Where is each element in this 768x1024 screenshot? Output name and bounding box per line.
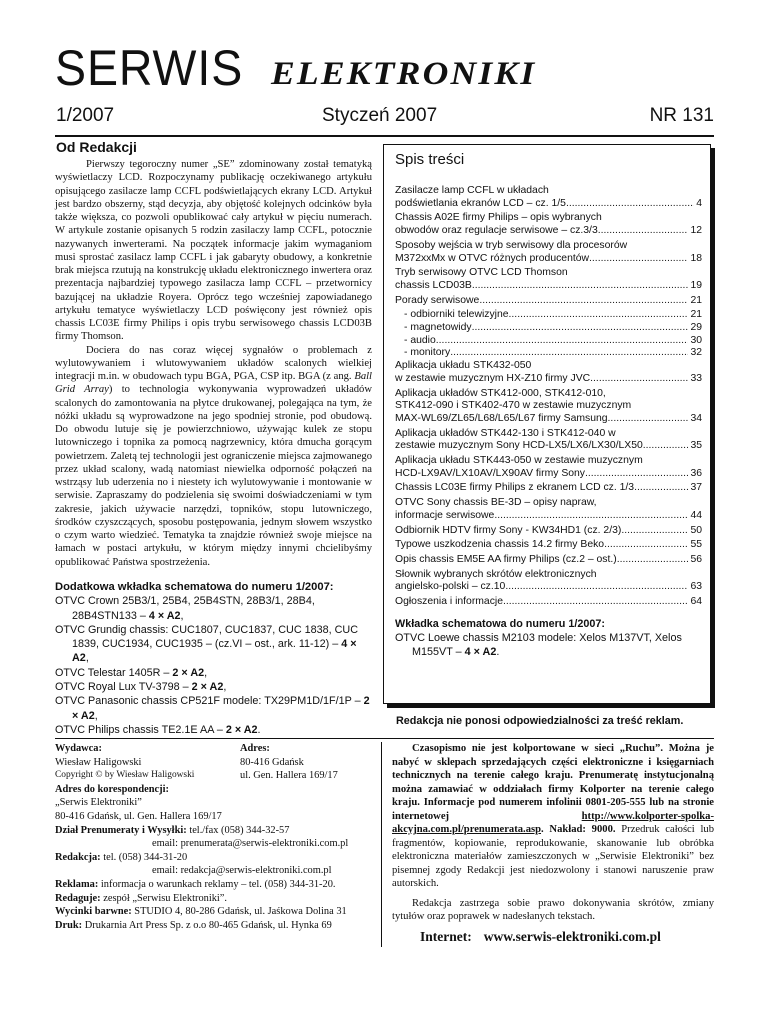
- column-divider: [381, 742, 382, 947]
- toc-title: Spis treści: [395, 151, 465, 168]
- insert-item: OTVC Grundig chassis: CUC1807, CUC1837, CUC 1838, CUC 1839, CUC1934, CUC1935 – (cz.VI – ost., ark. 11-12) – 4 × A2,: [55, 623, 359, 665]
- toc-page-number: 37: [690, 482, 702, 494]
- issue-nr: NR 131: [649, 105, 714, 126]
- masthead-title-elektroniki: ELEKTRONIKI: [271, 56, 537, 92]
- issue-number: 1/2007: [56, 105, 115, 126]
- toc-page-number: 64: [690, 596, 702, 608]
- toc-entry[interactable]: Sposoby wejścia w tryb serwisowy dla procesorów M372xxMx w OTVC różnych producentów ..... 18: [395, 240, 702, 265]
- toc-leader-dots: [643, 440, 689, 453]
- insert-items: [55, 594, 375, 737]
- toc-leader-dots: [494, 510, 688, 523]
- website-link[interactable]: www.serwis-elektroniki.com.pl: [483, 929, 661, 944]
- masthead-info-row: [56, 105, 714, 133]
- insert-title: Dodatkowa wkładka schematowa do numeru 1/2007:: [55, 581, 334, 593]
- toc-leader-dots: [505, 581, 688, 594]
- toc-leader-dots: [472, 280, 689, 293]
- toc-page-number: 56: [690, 553, 702, 565]
- toc-entry[interactable]: - audio ..... 30: [395, 335, 702, 348]
- ads-disclaimer: Redakcja nie ponosi odpowiedzialności za treść reklam.: [396, 715, 684, 727]
- toc-page-number: 29: [690, 322, 702, 334]
- toc-leader-dots: [621, 525, 688, 538]
- toc-page-number: 33: [690, 372, 702, 384]
- toc-entry[interactable]: OTVC Sony chassis BE-3D – opisy napraw, informacje serwisowe ..... 44: [395, 497, 702, 522]
- toc-page-number: 44: [690, 509, 702, 521]
- toc-entry[interactable]: Chassis LC03E firmy Philips z ekranem LCD cz. 1/3 ..... 37: [395, 482, 702, 495]
- insert-item: OTVC Panasonic chassis CP521F modele: TX29PM1D/1F/1P – 2 × A2,: [55, 695, 370, 722]
- toc-leader-dots: [479, 295, 688, 308]
- toc-leader-dots: [589, 253, 688, 266]
- toc-entry[interactable]: Słownik wybranych skrótów elektronicznych angielsko-polski – cz.10 ..... 63: [395, 569, 702, 594]
- toc-page-number: 63: [690, 581, 702, 593]
- toc-page-number: 34: [690, 412, 702, 424]
- toc-page-number: 35: [690, 440, 702, 452]
- toc-entry[interactable]: Aplikacja układów STK412-000, STK412-010, STK412-090 i STK402-470 w zestawie muzycznym MAX-WL69/ZL65/L68/L65/L67 firmy Samsung ..... 34: [395, 388, 702, 426]
- imprint: Wydawca: Adres: Wiesław Haligowski 80-416 Gdańsk Copyright © by Wiesław Haligowski ul. Gen. Hallera 169/17 Adres do korespondencji: „Serwis Elektroniki” 80-416 Gdańsk, ul. Gen. Hallera 169/17 Dział Prenumeraty i Wysyłki: tel./fax (058) 344-32-57 email: prenumerata@serwis-elektroniki.com.pl Redakcja: tel. (058) 344-31-20 email: redakcja@serwis-elektroniki.com.pl Reklama: informacja o warunkach reklamy – tel. (058) 344-31-20. Redaguje: zespół „Serwisu Elektroniki”. Wycinki barwne: STUDIO 4, 80-286 Gdańsk, ul. Jaśkowa Dolina 31 Druk: Drukarnia Art Press Sp. z o.o 80-465 Gdańsk, ul. Hynka 69: [55, 742, 380, 932]
- editorial-paragraph: Pierwszy tegoroczny numer „SE” zdominowany został tematyką wyświetlaczy LCD. Rozpoczynamy publikację oczekiwanego artykułu opisującego zasilacze lamp CCFL podświetlających ekrany LCD. Artykuł jest bardzo obszerny, stąd decyzja, aby objętość kolejnych odcinków była także większa, co pozwoli opublikować cały artykuł w pięciu numerach. W artykule zostanie opisanych 5 rodzin zasilaczy lamp CCFL, potocznie nazywanych inwerterami. Na początek informacje jakim wymaganiom musi sprostać zasilacz lamp CCFL i jak gabaryty obudowy, a konkretnie brak miejsca rzutują na konstrukcję układu elektronicznego inwertera oraz prezentacja najbardziej typowego zasilacza lamp CCFL – przetwornicy bazującej na układzie Royera. Oprócz tego wcześniej zapowiadanego artykułu tematyce wyświetlaczy LCD poświęcony jest również opis chassis LC03E firmy Philips i opis trybu serwisowego chassis LCD03B firmy Thomson.: [55, 159, 372, 343]
- bottom-rule: [55, 738, 714, 739]
- toc-insert-title: Wkładka schematowa do numeru 1/2007:: [395, 617, 606, 630]
- toc-entry[interactable]: Aplikacja układu STK432-050 w zestawie muzycznym HX-Z10 firmy JVC ..... 33: [395, 360, 702, 385]
- toc-entry[interactable]: - magnetowidy ..... 29: [395, 322, 702, 335]
- editorial-paragraph: Dociera do nas coraz więcej sygnałów o problemach z wylutowywaniem i wlutowywaniem układów scalonych wielkiej integracji m.in. w obudowach typu BGA, PGA, CSP itp. BGA (z ang. Ball Grid Array) to technologia wykonywania wyprowadzeń układów scalonych do zamontowania na płytce drukowanej, polegająca na tym, że nóżki układu są wyprowadzone na jego spodniej stronie, pod obudową. Do obwodu lutuje się je powierzchniowo, używając kulek ze stopu lutowniczego i topnika za pomocą nagrzewnicy, która dmucha gorącym powietrzem. Zaletą tej technologii jest ograniczenie miejsca zajmowanego przez układ scalony, wadą natomiast niewielka odporność połączeń na wstrząsy lub uderzenia no i niestety ich wylutowywanie i montowanie w serwisie. Zapraszamy do podzielenia się swoimi doświadczeniami w tym zakresie, jakich używacie narzędzi, topników, stopu lutowniczego, środków czyszczących, sposobu postępowania, jednym słowem wszystko o czym warto wiedzieć. Tematyka ta znajdzie również swoje miejsce na łamach w postaci artykułu, w którym między innymi chcielibyśmy opublikować Państwa spostrzeżenia.: [55, 344, 373, 568]
- toc-entry[interactable]: Aplikacja układów STK442-130 i STK412-040 w zestawie muzycznym Sony HCD-LX5/LX6/LX30/LX50 ..... 35: [395, 428, 702, 453]
- insert-item: OTVC Royal Lux TV-3798 – 2 × A2,: [55, 681, 227, 694]
- toc-entry[interactable]: Odbiornik HDTV firmy Sony - KW34HD1 (cz. 2/3) ..... 50: [395, 525, 702, 538]
- toc-leader-dots: [617, 554, 689, 567]
- toc-entry[interactable]: Aplikacja układu STK443-050 w zestawie muzycznym HCD-LX9AV/LX10AV/LX90AV firmy Sony ..... 36: [395, 455, 702, 480]
- internet-line: Internet: www.serwis-elektroniki.com.pl: [420, 929, 661, 944]
- toc-insert-item: OTVC Loewe chassis M2103 modele: Xelos M137VT, Xelos M155VT – 4 × A2.: [395, 631, 682, 658]
- toc-page-number: 21: [690, 309, 702, 321]
- insert-item: OTVC Philips chassis TE2.1E AA – 2 × A2.: [55, 723, 261, 736]
- email-prenumerata[interactable]: email: prenumerata@serwis-elektroniki.com.pl: [152, 838, 349, 850]
- table-of-contents: [383, 144, 711, 704]
- toc-leader-dots: [585, 468, 688, 481]
- toc-page-number: 32: [690, 347, 702, 359]
- issue-date: Styczeń 2007: [322, 105, 438, 126]
- toc-leader-dots: [450, 347, 688, 360]
- toc-entry[interactable]: - odbiorniki telewizyjne ..... 21: [395, 309, 702, 322]
- toc-insert: [395, 617, 702, 659]
- editorial-heading: Od Redakcji: [56, 139, 137, 155]
- toc-page-number: 36: [690, 467, 702, 479]
- toc-leader-dots: [590, 373, 688, 386]
- masthead-rule: [55, 135, 714, 137]
- toc-leader-dots: [436, 335, 689, 348]
- editorial-body: [55, 158, 372, 569]
- toc-page-number: 55: [690, 539, 702, 551]
- toc-entry[interactable]: Tryb serwisowy OTVC LCD Thomson chassis LCD03B ..... 19: [395, 267, 702, 292]
- insert-list-left: [55, 580, 375, 737]
- toc-entries: [395, 185, 702, 609]
- toc-page-number: 50: [690, 524, 702, 536]
- masthead-title-serwis: SERWIS: [55, 40, 244, 96]
- toc-page-number: 18: [690, 252, 702, 264]
- toc-page-number: 12: [690, 225, 702, 237]
- toc-leader-dots: [634, 482, 688, 495]
- kolporter-link[interactable]: http://www.kolporter-spolka-akcyjna.com.pl/prenumerata.asp: [392, 810, 714, 835]
- toc-entry[interactable]: Chassis A02E firmy Philips – opis wybranych obwodów oraz regulacje serwisowe – cz.3/3 ..... 12: [395, 212, 702, 237]
- toc-page-number: 30: [690, 334, 702, 346]
- toc-leader-dots: [509, 309, 689, 322]
- toc-entry[interactable]: Zasilacze lamp CCFL w układach podświetlania ekranów LCD – cz. 1/5 ..... 4: [395, 185, 702, 210]
- toc-page-number: 4: [696, 197, 702, 209]
- toc-page-number: 21: [690, 294, 702, 306]
- insert-item: OTVC Crown 25B3/1, 25B4, 25B4STN, 28B3/1, 28B4, 28B4STN133 – 4 × A2,: [55, 595, 315, 622]
- toc-page-number: 19: [690, 279, 702, 291]
- toc-leader-dots: [503, 596, 688, 609]
- toc-entry[interactable]: Typowe uszkodzenia chassis 14.2 firmy Beko ..... 55: [395, 539, 702, 552]
- insert-item: OTVC Telestar 1405R – 2 × A2,: [55, 666, 208, 679]
- toc-leader-dots: [598, 225, 689, 238]
- toc-entry[interactable]: Ogłoszenia i informacje ..... 64: [395, 596, 702, 609]
- toc-leader-dots: [472, 322, 689, 335]
- toc-leader-dots: [608, 413, 689, 426]
- toc-entry[interactable]: Porady serwisowe ..... 21: [395, 295, 702, 308]
- email-redakcja[interactable]: email: redakcja@serwis-elektroniki.com.pl: [152, 865, 332, 877]
- toc-leader-dots: [604, 539, 688, 552]
- toc-leader-dots: [566, 198, 694, 211]
- toc-entry[interactable]: Opis chassis EM5E AA firmy Philips (cz.2 – ost.) ..... 56: [395, 554, 702, 567]
- subscription-info: Czasopismo nie jest kolportowane w sieci „Ruchu”. Można je nabyć w sklepach sprzedających części elektroniczne i księgarniach technicznych na terenie całego kraju. Prenumeratę instytucjonalną można zamawiać w oddziałach firmy Kolporter na terenie całego kraju. Informacje pod numerem infolinii 0801-205-555 lub na stronie internetowej http://www.kolporter-spolka-akcyjna.com.pl/prenumerata.asp. Nakład: 9000. Przedruk całości lub fragmentów, kopiowanie, reprodukowanie, skanowanie lub obróbka elektroniczna materiałów zamieszczonych w „Serwisie Elektroniki” bez pisemnej zgody Redakcji jest niedozwolony i stanowi naruszenie praw autorskich. Redakcja zastrzega sobie prawo dokonywania skrótów, zmiany tytułów oraz poprawek w nadesłanych tekstach.: [392, 743, 715, 922]
- toc-entry[interactable]: - monitory ..... 32: [395, 347, 702, 360]
